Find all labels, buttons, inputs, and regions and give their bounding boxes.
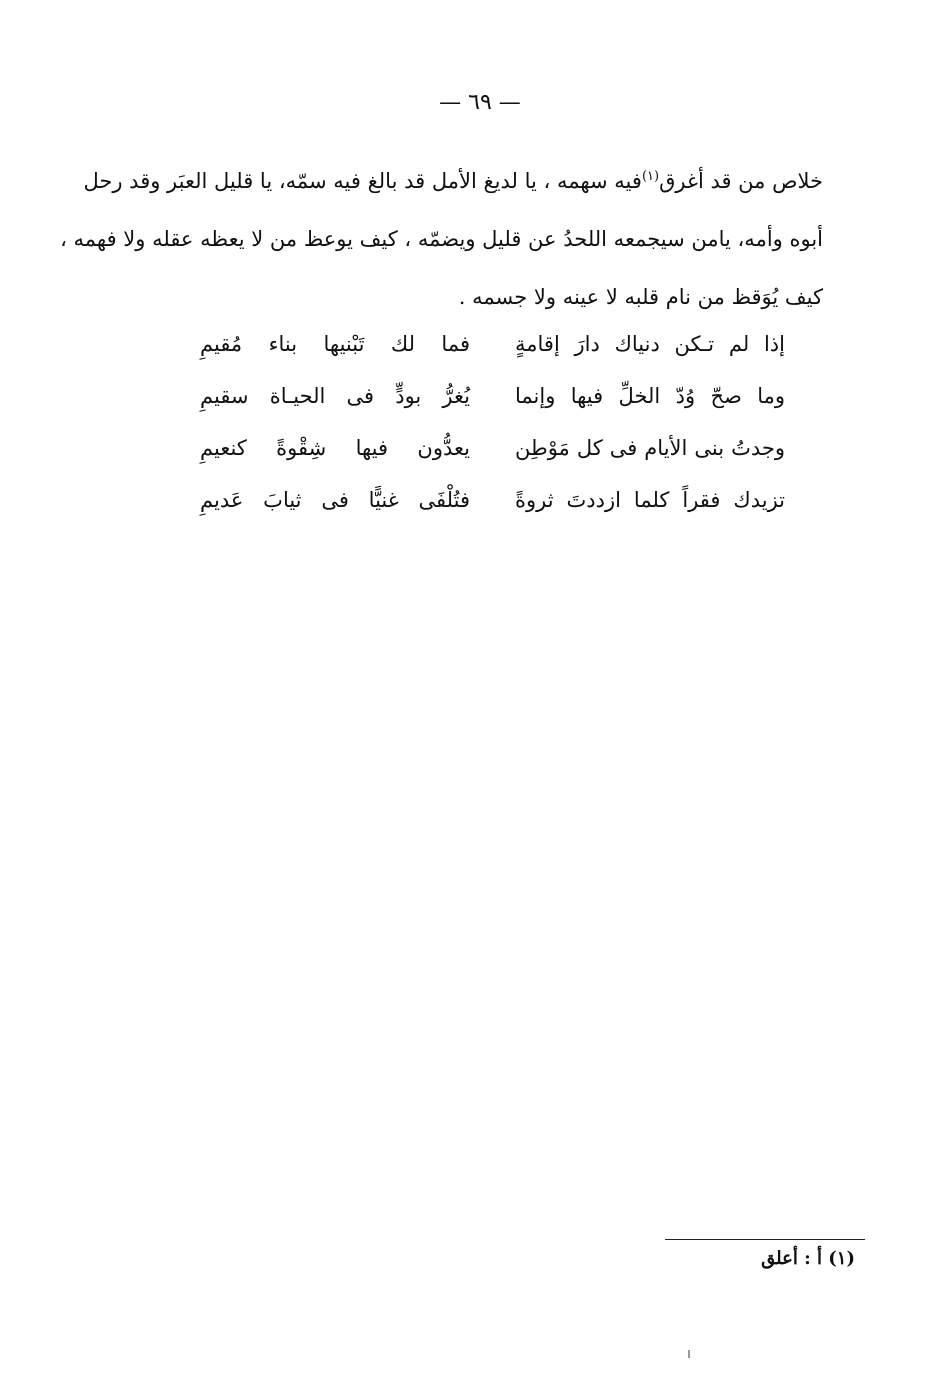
footnote-divider	[665, 1239, 865, 1240]
footnote-marker: (١)	[641, 169, 660, 184]
prose-line-2: أبوه وأمه، يامن سيجمعه اللحدُ عن قليل ويضمّه ، كيف يوعظ من لا يعظه عقله ولا فهمه ،	[60, 227, 823, 251]
verse-second-hemistich: يعدُّون فيها شِقْوةً كنعيمِ	[200, 436, 470, 460]
verse-second-hemistich: فتُلْفَى غنيًّا فى ثيابَ عَديمِ	[200, 488, 470, 512]
scan-speck	[688, 1350, 690, 1358]
prose-line-3: كيف يُوَقظ من نام قلبه لا عينه ولا جسمه .	[458, 285, 823, 309]
verse-first-hemistich: إذا لم تـكن دنياك دارَ إقامةٍ	[515, 332, 785, 356]
verse-second-hemistich: يُغرُّ بودٍّ فى الحيـاة سقيمِ	[200, 384, 470, 408]
prose-paragraph	[60, 152, 823, 326]
footnote: (١) أ : أعلق	[761, 1248, 855, 1269]
poem	[200, 318, 785, 526]
verse-first-hemistich: تزيدك فقراً كلما ازددتَ ثروةً	[515, 488, 785, 512]
verse-first-hemistich: وما صحّ وُدّ الخلِّ فيها وإنما	[515, 384, 785, 408]
prose-line-1	[83, 152, 823, 210]
poem-verse	[200, 474, 785, 526]
poem-verse	[200, 422, 785, 474]
verse-first-hemistich: وجدتُ بنى الأيام فى كل مَوْطِن	[515, 436, 785, 460]
verse-second-hemistich: فما لك تَبْنيها بناء مُقيمِ	[200, 332, 470, 356]
poem-verse	[200, 318, 785, 370]
prose-line-1-end: فيه سهمه ، يا لديغ الأمل قد بالغ فيه سمّه، يا قليل العبَر وقد رحل	[83, 169, 642, 193]
prose-line-1-start: خلاص من قد أغرق	[659, 169, 823, 193]
page-number: — ٦٩ —	[439, 90, 521, 115]
poem-verse	[200, 370, 785, 422]
